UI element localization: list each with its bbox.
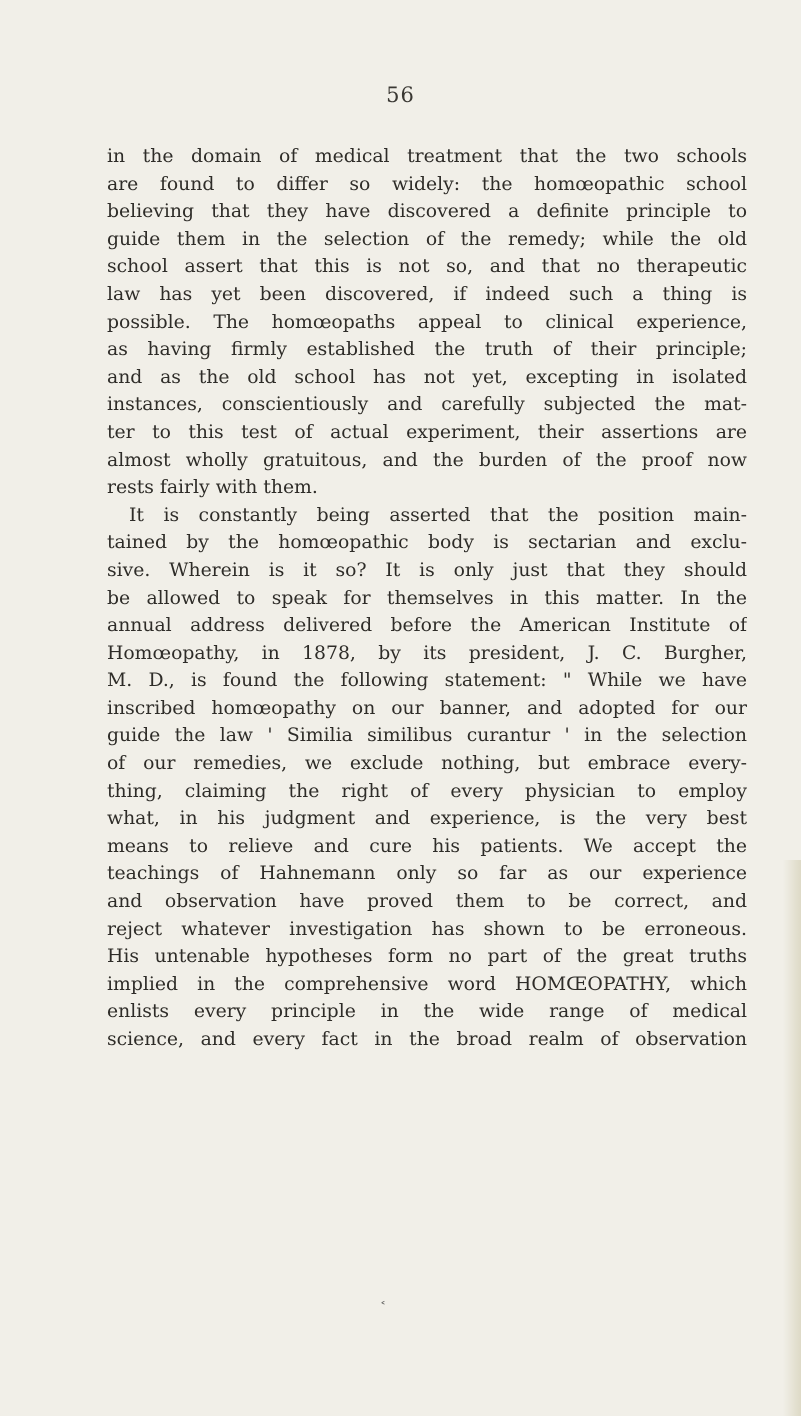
text-line: possible. The homœopaths appeal to clinical experience, — [107, 311, 747, 333]
text-line: as having firmly established the truth of their principle; — [107, 339, 747, 361]
footer-mark: ˂ — [380, 1300, 386, 1314]
text-line: sive. Wherein is it so? It is only just that they should — [107, 559, 747, 581]
text-line: what, in his judgment and experience, is the very best — [107, 808, 747, 830]
text-line: school assert that this is not so, and that no therapeutic — [107, 256, 747, 278]
text-line: guide the law ' Similia similibus curantur ' in the selection — [107, 725, 747, 747]
text-line: science, and every fact in the broad realm of observation — [107, 1029, 747, 1050]
text-line: law has yet been discovered, if indeed such a thing is — [107, 283, 747, 305]
text-line: means to relieve and cure his patients. We accept the — [107, 835, 747, 857]
text-line: It is constantly being asserted that the position main- — [129, 504, 747, 526]
text-line: reject whatever investigation has shown to be erroneous. — [107, 918, 747, 940]
text-line: implied in the comprehensive word HOMŒOPATHY, which — [107, 973, 747, 995]
text-line: teachings of Hahnemann only so far as our experience — [107, 863, 747, 885]
body-text — [107, 143, 747, 1054]
text-line: M. D., is found the following statement: " While we have — [107, 670, 747, 692]
text-line: tained by the homœopathic body is sectarian and exclu- — [107, 532, 747, 554]
text-line: almost wholly gratuitous, and the burden of the proof now — [107, 449, 747, 471]
text-line: believing that they have discovered a definite principle to — [107, 201, 747, 223]
text-line: His untenable hypotheses form no part of the great truths — [107, 946, 747, 968]
page-edge-stain — [783, 860, 801, 1416]
text-line: annual address delivered before the American Institute of — [107, 615, 747, 637]
text-line: rests fairly with them. — [107, 477, 318, 499]
text-line: thing, claiming the right of every physician to employ — [107, 780, 747, 802]
text-line: be allowed to speak for themselves in this matter. In the — [107, 587, 747, 609]
text-line: are found to differ so widely: the homœopathic school — [107, 173, 747, 195]
text-line: Homœopathy, in 1878, by its president, J. C. Burgher, — [107, 642, 747, 664]
text-line: of our remedies, we exclude nothing, but embrace every- — [107, 753, 747, 775]
text-line: and as the old school has not yet, excepting in isolated — [107, 366, 747, 388]
text-line: in the domain of medical treatment that the two schools — [107, 146, 747, 167]
text-line: and observation have proved them to be correct, and — [107, 891, 747, 913]
text-line: instances, conscientiously and carefully subjected the mat- — [107, 394, 747, 416]
text-line: guide them in the selection of the remedy; while the old — [107, 228, 747, 250]
page-number: 56 — [386, 83, 415, 107]
text-line: ter to this test of actual experiment, their assertions are — [107, 421, 747, 443]
text-line: enlists every principle in the wide range of medical — [107, 1001, 747, 1023]
text-line: inscribed homœopathy on our banner, and adopted for our — [107, 697, 747, 719]
